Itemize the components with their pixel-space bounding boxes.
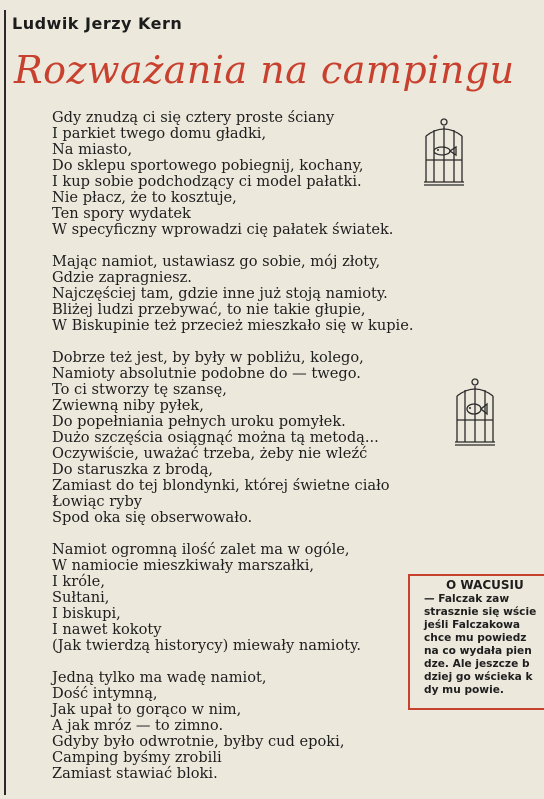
poem-line: Dużo szczęścia osiągnąć można tą metodą... [52, 429, 379, 446]
poem-line: Jedną tylko ma wadę namiot, [52, 669, 267, 686]
poem-line: Sułtani, [52, 589, 110, 606]
sidebar-line: strasznie się wście [424, 606, 537, 618]
left-border-rule [4, 10, 6, 795]
author-byline: Ludwik Jerzy Kern [12, 14, 183, 33]
sidebar-title: O WACUSIU [446, 578, 524, 592]
poem-line: I nawet kokoty [52, 621, 162, 638]
sidebar-line: chce mu powiedz [424, 632, 527, 644]
birdcage-fish-icon [453, 378, 497, 448]
poem-line: W namiocie mieszkiwały marszałki, [52, 557, 315, 574]
poem-line: Gdzie zapragniesz. [52, 269, 192, 286]
poem-line: Zamiast do tej blondynki, której świetne ciało [52, 477, 390, 494]
poem-line: A jak mróz — to zimno. [52, 717, 224, 734]
birdcage-fish-icon [422, 118, 466, 188]
sidebar-line: — Falczak zaw [424, 593, 510, 605]
poem-line: Gdy znudzą ci się cztery proste ściany [52, 109, 335, 126]
poem-line: I króle, [52, 573, 105, 590]
stanza [52, 670, 462, 782]
poem-line: Do sklepu sportowego pobiegnij, kochany, [52, 157, 364, 174]
poem-line: Do staruszka z brodą, [52, 461, 214, 478]
poem-line: Do popełniania pełnych uroku pomyłek. [52, 413, 346, 430]
poem-line: Ten spory wydatek [52, 205, 191, 222]
poem-line: Namiot ogromną ilość zalet ma w ogóle, [52, 541, 350, 558]
poem-line: Zamiast stawiać bloki. [52, 765, 218, 782]
poem-line: Na miasto, [52, 141, 133, 158]
poem-line: Zwiewną niby pyłek, [52, 397, 204, 414]
stanza [52, 350, 462, 526]
poem-line: Łowiąc ryby [52, 493, 143, 510]
sidebar-line: jeśli Falczakowa [424, 619, 521, 631]
poem-line: I biskupi, [52, 605, 121, 622]
sidebar-article [408, 574, 544, 710]
poem-line: Dobrze też jest, by były w pobliżu, kolego, [52, 349, 364, 366]
poem-line: To ci stworzy tę szansę, [52, 381, 227, 398]
poem-line: Nie płacz, że to kosztuje, [52, 189, 237, 206]
poem-line: Namioty absolutnie podobne do — twego. [52, 365, 361, 382]
poem-line: W Biskupinie też przecież mieszkało się w kupie. [52, 317, 414, 334]
poem-line: Camping byśmy zrobili [52, 749, 222, 766]
stanza [52, 110, 462, 238]
poem-line: W specyficzny wprowadzi cię pałatek światek. [52, 221, 394, 238]
poem-line: Jak upał to gorąco w nim, [52, 701, 242, 718]
poem-line: I parkiet twego domu gładki, [52, 125, 267, 142]
sidebar-line: na co wydała pien [424, 645, 532, 657]
sidebar-line: dy mu powie. [424, 684, 504, 696]
sidebar-line: dze. Ale jeszcze b [424, 658, 530, 670]
poem-line: Spod oka się obserwowało. [52, 509, 253, 526]
poem-line: I kup sobie podchodzący ci model pałatki. [52, 173, 362, 190]
poem-line: Bliżej ludzi przebywać, to nie takie głupie, [52, 301, 366, 318]
poem-line: Najczęściej tam, gdzie inne już stoją namioty. [52, 285, 388, 302]
poem-line: Mając namiot, ustawiasz go sobie, mój złoty, [52, 253, 381, 270]
poem-line: Gdyby było odwrotnie, byłby cud epoki, [52, 733, 345, 750]
sidebar-line: dziej go wścieka k [424, 671, 533, 683]
stanza [52, 254, 462, 334]
poem-line: Dość intymną, [52, 685, 158, 702]
poem-line: Oczywiście, uważać trzeba, żeby nie wleźć [52, 445, 368, 462]
stanza [52, 542, 462, 654]
poem-line: (Jak twierdzą historycy) miewały namioty. [52, 637, 362, 654]
poem-title: Rozważania na campingu [14, 48, 515, 92]
poem-body [52, 110, 462, 798]
